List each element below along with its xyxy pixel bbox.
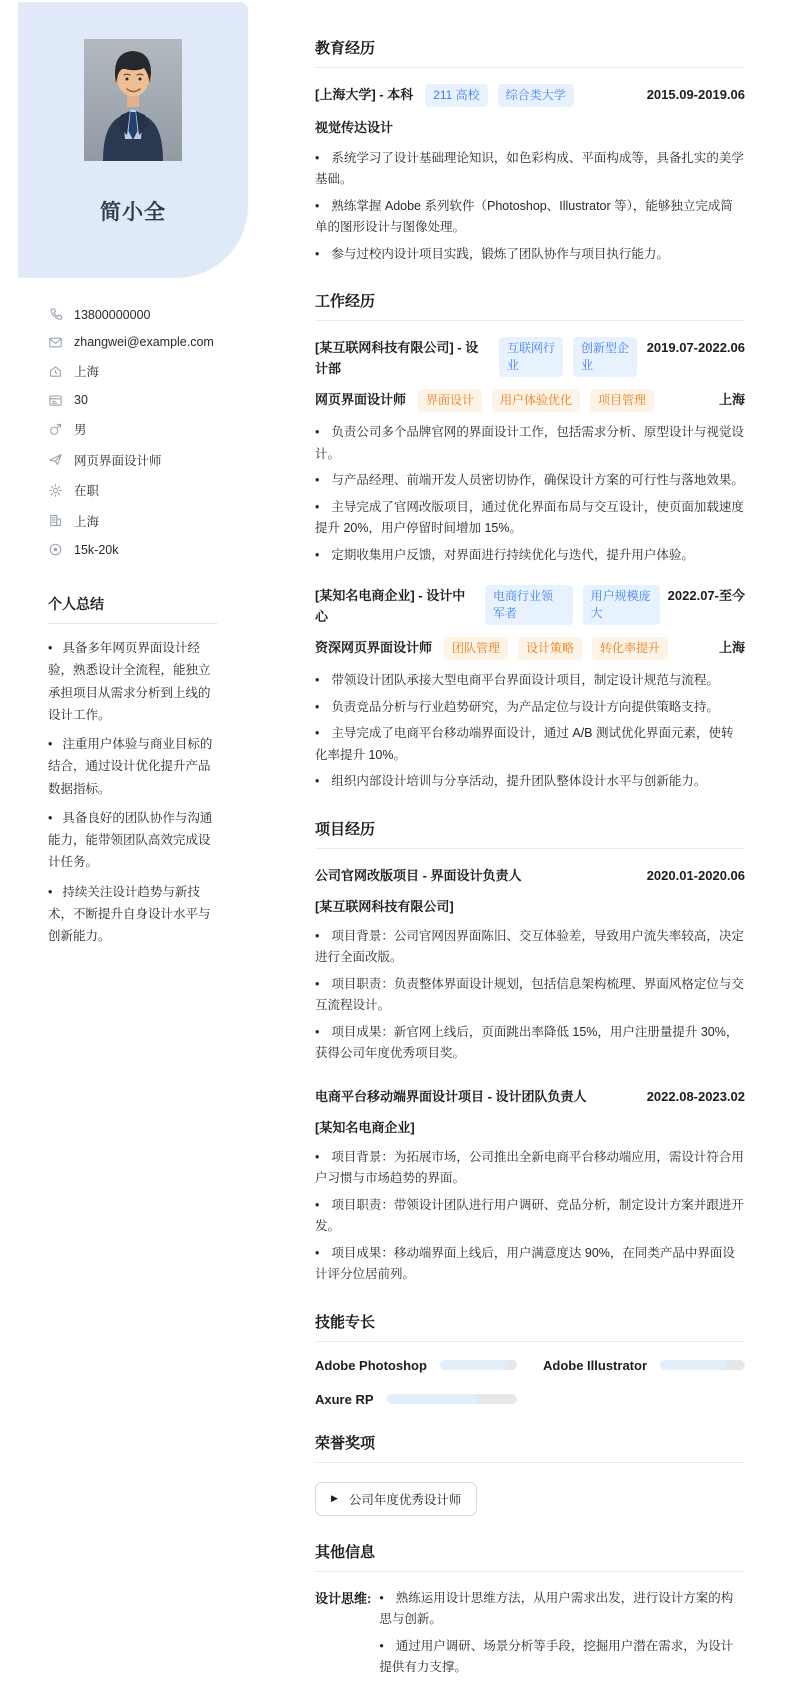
role-name: 资深网页界面设计师 [315,640,433,656]
contact-value: 30 [74,393,88,407]
school-tag: 综合类大学 [498,84,574,107]
company-tag: 创新型企业 [573,337,637,377]
skills-title: 技能专长 [315,1311,745,1342]
contact-item-status [48,481,228,499]
other-label: 设计思维: [315,1590,372,1606]
work-location: 上海 [718,392,745,408]
project-bullet: • 项目背景：公司官网因界面陈旧、交互体验差，导致用户流失率较高，决定进行全面改版。 [315,926,745,969]
work-bullet: • 带领设计团队承接大型电商平台界面设计项目，制定设计规范与流程。 [315,670,745,692]
home-icon [48,364,63,379]
work-location: 上海 [718,640,745,656]
skill-item [315,1392,517,1407]
contact-item-gender [48,420,228,438]
skill-bar [660,1360,745,1370]
work-entry-header [315,337,745,379]
role-tag: 用户体验优化 [492,389,580,412]
skill-name: Adobe Illustrator [543,1357,648,1373]
skill-grid [315,1358,745,1407]
contact-list [48,307,228,557]
status-icon [48,483,63,498]
project-date: 2020.01-2020.06 [646,867,745,883]
work-bullet: • 组织内部设计培训与分享活动，提升团队整体设计水平与创新能力。 [315,771,745,793]
company-name: [某知名电商企业] - 设计中心 [315,588,466,625]
project-company: [某知名电商企业] [315,1119,415,1135]
email-icon [48,335,63,350]
profile-name: 简小全 [100,201,166,224]
gender-icon [48,422,63,437]
contact-item-salary [48,542,228,557]
company-tag: 电商行业领军者 [485,585,573,625]
sidebar [0,0,270,954]
skill-bar [440,1360,517,1370]
project-name: 公司官网改版项目 - 界面设计负责人 [315,867,522,883]
contact-value: 男 [74,423,87,437]
contact-value: 上海 [74,514,100,529]
summary-section [48,594,218,947]
education-title: 教育经历 [315,37,745,68]
projects-title: 项目经历 [315,818,745,849]
work-date: 2022.07-至今 [667,588,745,604]
role-tag: 转化率提升 [592,637,668,660]
honors-title: 荣誉奖项 [315,1432,745,1463]
main-column [315,0,745,1684]
work-bullet: • 定期收集用户反馈，对界面进行持续优化与迭代，提升用户体验。 [315,545,745,567]
project-entry [315,1086,745,1286]
role-row [315,389,745,412]
company-tags [499,337,637,377]
summary-bullet: • 具备良好的团队协作与沟通能力，能带领团队高效完成设计任务。 [48,807,218,874]
project-entry [315,865,745,1065]
project-company: [某互联网科技有限公司] [315,898,454,914]
school-name: [上海大学] - 本科 [315,87,414,102]
company-name: [某互联网科技有限公司] - 设计部 [315,340,479,377]
summary-bullet: • 持续关注设计趋势与新技术，不断提升自身设计水平与创新能力。 [48,881,218,948]
role-tag: 界面设计 [418,389,482,412]
play-icon: ▶ [331,1493,338,1504]
projects-section [315,818,745,1286]
skill-bar-fill [440,1360,508,1370]
honor-label: 公司年度优秀设计师 [348,1492,462,1507]
skill-name: Axure RP [315,1391,374,1407]
summary-bullet: • 注重用户体验与商业目标的结合，通过设计优化提升产品数据指标。 [48,733,218,800]
contact-item-city [48,512,228,530]
skill-bar-fill [387,1394,478,1404]
project-bullet: • 项目成果：移动端界面上线后，用户满意度达 90%，在同类产品中界面设计评分位居前列。 [315,1243,745,1286]
education-entry-header [315,84,745,107]
other-section [315,1541,745,1684]
other-bullets [379,1588,745,1684]
work-entry-header [315,585,745,627]
major: 视觉传达设计 [315,119,394,135]
company-tag: 用户规模庞大 [583,585,660,625]
contact-value: 上海 [74,365,100,379]
education-bullet: • 参与过校内设计项目实践，锻炼了团队协作与项目执行能力。 [315,244,745,266]
project-entry-header [315,1086,745,1107]
summary-title: 个人总结 [48,594,218,624]
summary-bullet: • 具备多年网页界面设计经验，熟悉设计全流程，能独立承担项目从需求分析到上线的设计工作。 [48,637,218,726]
work-bullet: • 负责竞品分析与行业趋势研究，为产品定位与设计方向提供策略支持。 [315,697,745,719]
skill-bar-fill [660,1360,726,1370]
work-section [315,290,745,792]
project-date: 2022.08-2023.02 [646,1088,745,1104]
contact-value: 在职 [74,484,100,498]
project-bullet: • 项目职责：带领设计团队进行用户调研、竞品分析，制定设计方案并跟进开发。 [315,1195,745,1238]
role-tag: 团队管理 [444,637,508,660]
honor-badge[interactable] [315,1482,477,1516]
phone-icon [48,307,63,322]
skills-section [315,1311,745,1407]
work-bullet: • 主导完成了官网改版项目，通过优化界面布局与交互设计，使页面加载速度提升 20%，用户停留时间增加 15%。 [315,497,745,540]
contact-value: 15k-20k [74,542,119,557]
job-icon [48,452,63,467]
skill-bar [387,1394,517,1404]
education-date: 2015.09-2019.06 [646,87,745,102]
honors-section [315,1432,745,1516]
project-name: 电商平台移动端界面设计项目 - 设计团队负责人 [315,1088,587,1104]
company-tags [485,585,660,625]
contact-value: 13800000000 [74,307,151,322]
project-entry-header [315,865,745,886]
project-bullet: • 项目成果：新官网上线后，页面跳出率降低 15%，用户注册量提升 30%，获得公司年度优秀项目奖。 [315,1022,745,1065]
work-title: 工作经历 [315,290,745,321]
contact-item-phone [48,307,228,322]
contact-item-hometown [48,362,228,380]
school-tag: 211 高校 [425,84,487,107]
skill-name: Adobe Photoshop [315,1357,427,1373]
project-bullet: • 项目背景：为拓展市场，公司推出全新电商平台移动端应用，需设计符合用户习惯与市场趋势的界面。 [315,1147,745,1190]
other-row [315,1588,745,1684]
skill-item [543,1358,745,1373]
role-row [315,637,745,660]
salary-icon [48,542,63,557]
project-bullet: • 项目职责：负责整体界面设计规划，包括信息架构梳理、界面风格定位与交互流程设计。 [315,974,745,1017]
city-icon [48,513,63,528]
role-tags [444,637,668,660]
other-bullet: • 熟练运用设计思维方法，从用户需求出发，进行设计方案的构思与创新。 [379,1588,745,1631]
contact-item-email [48,335,228,350]
education-section [315,37,745,265]
work-entry [315,337,745,566]
age-icon [48,393,63,408]
role-tags [418,389,654,412]
skill-item [315,1358,517,1373]
profile-photo [84,39,182,161]
profile-panel [18,2,248,278]
work-bullet: • 负责公司多个品牌官网的界面设计工作，包括需求分析、原型设计与视觉设计。 [315,422,745,465]
role-tag: 项目管理 [590,389,654,412]
education-bullet: • 系统学习了设计基础理论知识，如色彩构成、平面构成等，具备扎实的美学基础。 [315,148,745,191]
role-name: 网页界面设计师 [315,392,407,408]
other-title: 其他信息 [315,1541,745,1572]
contact-item-age [48,393,228,408]
contact-item-job-intention [48,451,228,469]
education-bullet: • 熟练掌握 Adobe 系列软件（Photoshop、Illustrator 等），能够独立完成简单的图形设计与图像处理。 [315,196,745,239]
contact-value: zhangwei@example.com [74,335,214,349]
other-bullet: • 通过用户调研、场景分析等手段，挖掘用户潜在需求，为设计提供有力支撑。 [379,1636,745,1679]
work-entry [315,585,745,792]
work-bullet: • 主导完成了电商平台移动端界面设计，通过 A/B 测试优化界面元素，使转化率提升 10%。 [315,723,745,766]
role-tag: 设计策略 [518,637,582,660]
school-tags [425,84,573,107]
company-tag: 互联网行业 [499,337,563,377]
work-date: 2019.07-2022.06 [646,340,745,356]
work-bullet: • 与产品经理、前端开发人员密切协作，确保设计方案的可行性与落地效果。 [315,470,745,492]
contact-value: 网页界面设计师 [74,453,162,468]
